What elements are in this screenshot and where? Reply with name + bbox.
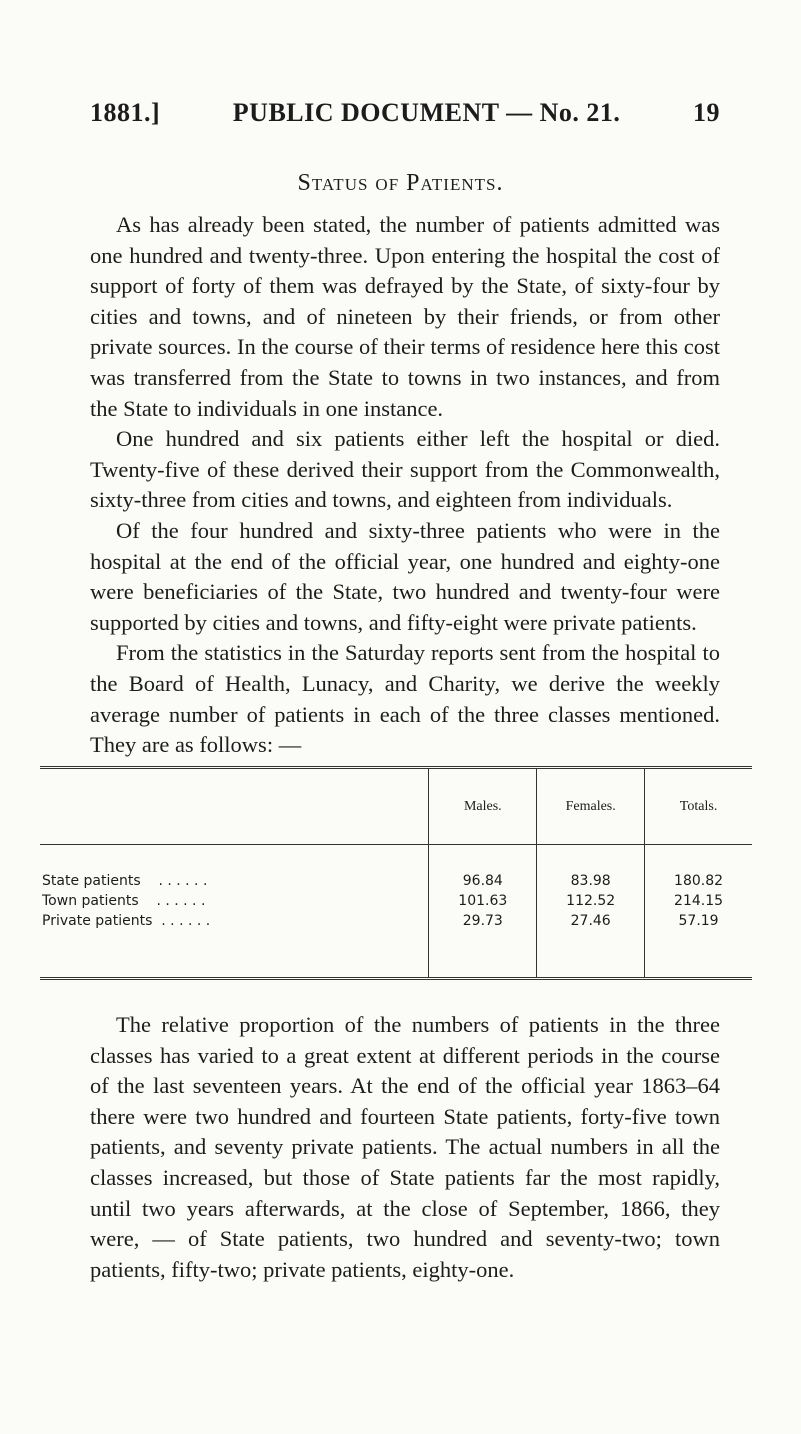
paragraph: As has already been stated, the number of patients admitted was one hundred and twenty-three. Upon entering the hospital the cost of support of forty of them was defrayed by the State, of sixty-four by cities and towns, and of nineteen by their friends, or from other private sources. In the course of their terms of residence here this cost was transferred from the State to towns in two instances, and from the State to individuals in one instance. [90, 212, 720, 421]
row-label: Private patients . . . . . . [42, 913, 211, 929]
cell-females: 112.52 [537, 891, 645, 911]
table-row [40, 845, 752, 892]
table-header-row [40, 769, 752, 845]
row-label: State patients . . . . . . [42, 873, 208, 889]
cell-females: 83.98 [537, 845, 645, 892]
running-header [90, 98, 720, 128]
paragraph: The relative proportion of the numbers of patients in the three classes has varied to a great extent at different periods in the course of the last seventeen years. At the end of the official year 1863–64 there were two hundred and fourteen State patients, forty-five town patients, and seventy private patients. The actual numbers in all the classes increased, but those of State patients far the most rapidly, until two years afterwards, at the close of September, 1866, they were, — of State patients, two hundred and seventy-two; town patients, fifty-two; private patients, eighty-one. [90, 1012, 720, 1282]
table-row [40, 891, 752, 911]
section-title: Status of Patients. [297, 170, 504, 196]
paragraphs-after-table [90, 1010, 720, 1285]
table-header-females: Females. [537, 769, 645, 845]
row-label: Town patients . . . . . . [42, 893, 206, 909]
cell-totals: 214.15 [645, 891, 752, 911]
table-header-blank [40, 769, 429, 845]
cell-totals: 57.19 [645, 911, 752, 977]
header-document-title: PUBLIC DOCUMENT — No. 21. [232, 98, 621, 127]
paragraph: From the statistics in the Saturday reports sent from the hospital to the Board of Health, Lunacy, and Charity, we derive the weekly average number of patients in each of the three classes mentioned. They are as follows: — [90, 640, 720, 758]
table-header-totals: Totals. [645, 769, 752, 845]
cell-males: 101.63 [429, 891, 537, 911]
paragraphs-before-table [90, 210, 720, 761]
leader-dots: . . . . . . [156, 893, 206, 909]
paragraph: One hundred and six patients either left the hospital or died. Twenty-five of these derived their support from the Commonwealth, sixty-three from cities and towns, and eighteen from individuals. [90, 426, 720, 513]
leader-dots: . . . . . . [158, 873, 208, 889]
header-year: 1881.] [90, 98, 161, 127]
table-row [40, 911, 752, 977]
cell-totals: 180.82 [645, 845, 752, 892]
cell-males: 29.73 [429, 911, 537, 977]
cell-males: 96.84 [429, 845, 537, 892]
patients-average-table [40, 766, 752, 980]
page-number: 19 [693, 98, 720, 127]
leader-dots: . . . . . . [161, 913, 211, 929]
table-header-males: Males. [429, 769, 537, 845]
paragraph: Of the four hundred and sixty-three patients who were in the hospital at the end of the official year, one hundred and eighty-one were beneficiaries of the State, two hundred and twenty-four were supported by cities and towns, and fifty-eight were private patients. [90, 517, 720, 635]
cell-females: 27.46 [537, 911, 645, 977]
